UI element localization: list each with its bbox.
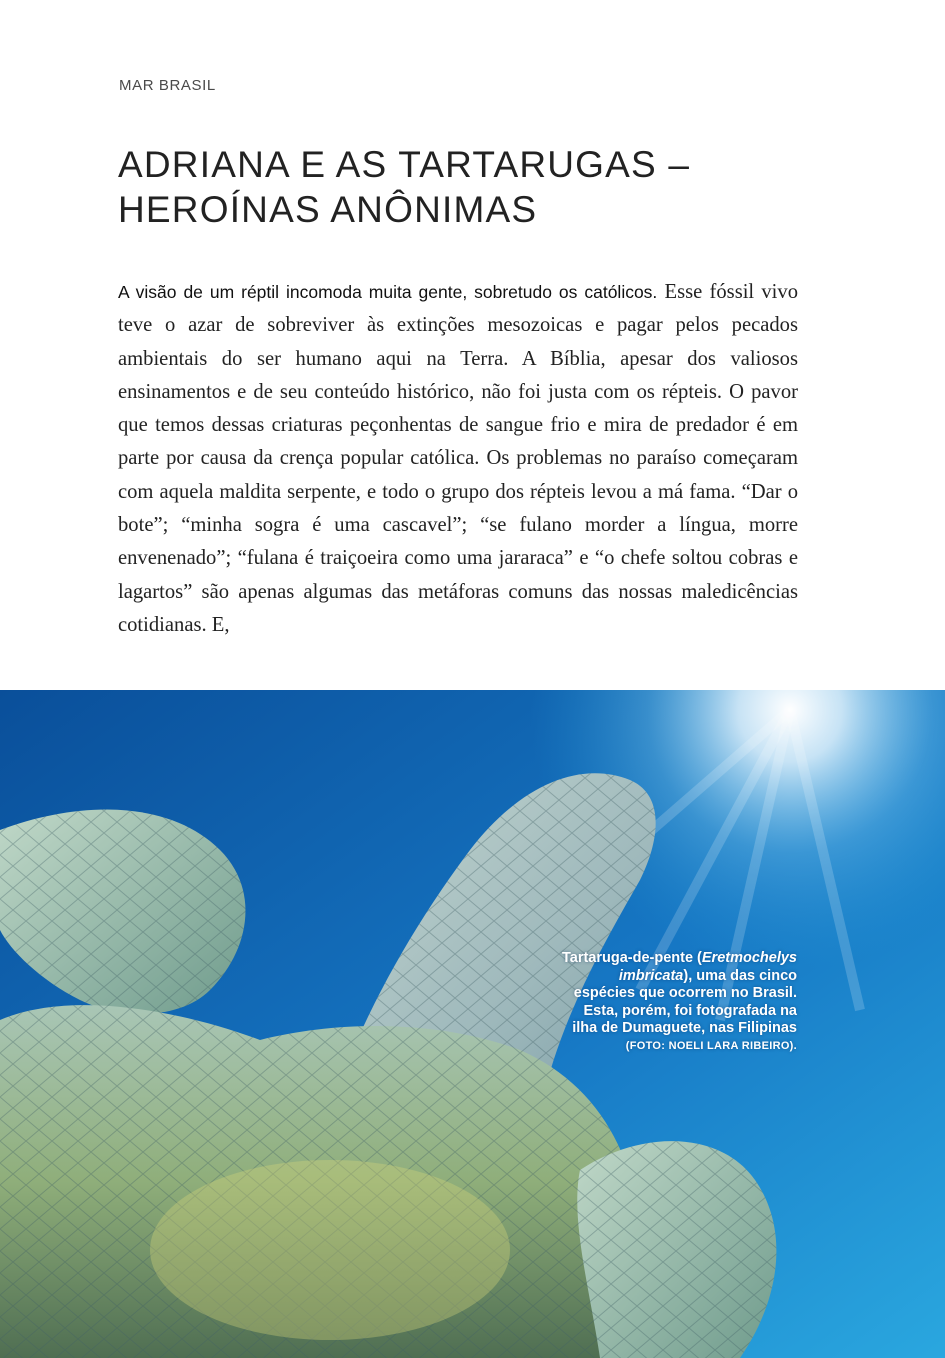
article-title	[118, 142, 838, 232]
article-lead: A visão de um réptil incomoda muita gente, sobretudo os católicos.	[118, 282, 658, 302]
caption-text-start: Tartaruga-de-pente (	[561, 950, 702, 966]
caption-species-name: Eretmochelys imbricata	[618, 950, 797, 984]
article-body	[118, 276, 798, 642]
caption-text-end: ), uma das cinco espécies que ocorrem no Brasil. Esta, porém, foi fotografada na ilha de Dumaguete, nas Filipinas	[572, 967, 797, 1036]
turtle-photo	[0, 690, 945, 1358]
article-paragraph: Esse fóssil vivo teve o azar de sobreviver às extinções mesozoicas e pagar pelos pecados ambientais do ser humano aqui na Terra. A Bíblia, apesar dos valiosos ensinamentos e de seu conteúdo histórico, não foi justa com os répteis. O pavor que temos dessas criaturas peçonhentas de sangue frio e mira de predador é em parte por causa da crença popular católica. Os problemas no paraíso começaram com aquela maldita serpente, e todo o grupo dos répteis levou a má fama. “Dar o bote”; “minha sogra é uma cascavel”; “se fulano morder a língua, morre envenenado”; “fulana é traiçoeira como uma jararaca” e “o chefe soltou cobras e lagartos” são apenas algumas das metáforas comuns das nossas maledicências cotidianas. E,	[118, 281, 798, 636]
photo-credit: (FOTO: NOELI LARA RIBEIRO).	[625, 1039, 797, 1052]
title-line-1: ADRIANA E AS TARTARUGAS –	[118, 144, 691, 185]
title-line-2: HEROÍNAS ANÔNIMAS	[118, 189, 538, 230]
section-kicker: MAR BRASIL	[119, 77, 216, 94]
photo-caption	[557, 950, 797, 1055]
turtle-illustration	[0, 690, 945, 1358]
